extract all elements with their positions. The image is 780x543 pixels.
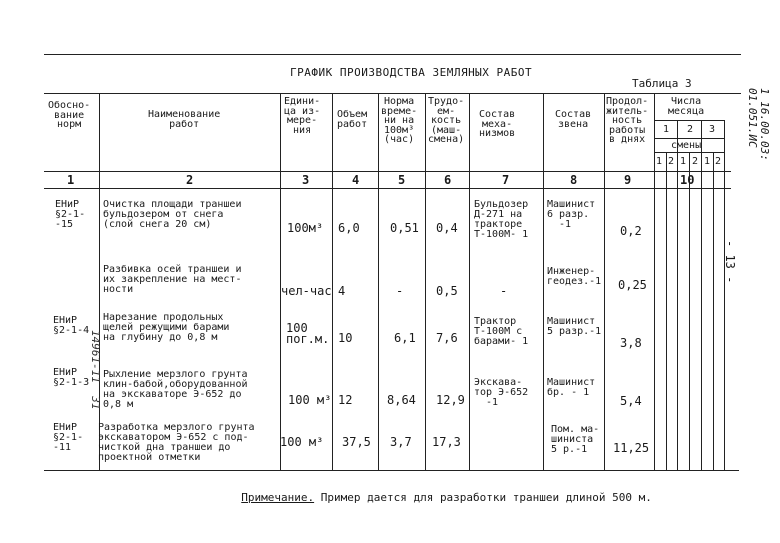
header-day-2: 2: [687, 124, 694, 135]
col-number-1: 1: [67, 173, 75, 187]
header-basis: Обосно- вание норм: [48, 100, 91, 130]
col-number-2: 2: [186, 173, 194, 187]
row1-basis: ЕНиР §2-1- -15: [55, 199, 86, 230]
row3-duration: 3,8: [620, 336, 642, 350]
col-divider-8: [604, 93, 605, 470]
col10-shift-divider-2: [689, 152, 690, 470]
header-top-line: [44, 93, 741, 94]
row1-labor: 0,4: [436, 221, 458, 235]
row2-machines: -: [500, 284, 508, 298]
table-label: Таблица 3: [632, 77, 692, 90]
row1-crew: Машинист 6 разр. -1: [547, 199, 596, 230]
footnote: [228, 478, 652, 504]
row1-volume: 6,0: [338, 221, 360, 235]
col-divider-4: [378, 93, 379, 470]
col10-shift-divider-1: [666, 152, 667, 470]
row1-work-name: Очистка площади траншеи бульдозером от снега (слой снега 20 см): [103, 199, 242, 230]
col-divider-1: [99, 93, 100, 470]
row4-crew: Машинист бр. - 1: [547, 377, 596, 398]
header-bottom-line: [44, 171, 731, 172]
row4-labor: 12,9: [436, 393, 465, 407]
header-norm: Норма време- ни на 100м³ (час): [381, 96, 418, 145]
row5-labor: 17,3: [432, 435, 461, 449]
row5-crew: Пом. ма- шиниста 5 р.-1: [551, 424, 600, 455]
row3-volume: 10: [338, 331, 353, 345]
col10-day-divider-2: [701, 120, 702, 470]
header-unit: Едини- ца из- мере- ния: [284, 96, 321, 136]
row2-unit: чел-час: [281, 284, 332, 298]
row5-unit: 100 м³: [280, 435, 324, 449]
table-bottom-line: [44, 470, 739, 471]
shift-num-6: 2: [715, 156, 722, 167]
row5-duration: 11,25: [613, 441, 650, 455]
row3-work-name: Нарезание продольных щелей режущими барами на глубину до 0,8 м: [103, 312, 230, 343]
row3-norm: 6,1: [394, 331, 416, 345]
row1-duration: 0,2: [620, 224, 642, 238]
row5-basis: ЕНиР §2-1- -11: [53, 422, 84, 453]
row5-work-name: Разработка мерзлого грунта экскаватором Э-652 с под- чисткой дна траншеи до проектной отметки: [98, 422, 255, 463]
row4-machines: Экскава- тор Э-652 -1: [474, 377, 529, 408]
col-number-7: 7: [502, 173, 510, 187]
col10-day-divider-1: [677, 120, 678, 470]
header-volume: Объем работ: [337, 109, 368, 130]
col10-days-line: [654, 138, 724, 139]
col-number-10: 10: [680, 173, 695, 187]
row2-work-name: Разбивка осей траншеи и их закрепление на мест- ности: [103, 264, 242, 295]
row5-norm: 3,7: [390, 435, 412, 449]
col-number-3: 3: [302, 173, 310, 187]
col10-right-edge: [724, 120, 725, 470]
row2-duration: 0,25: [618, 278, 647, 292]
col-number-8: 8: [570, 173, 578, 187]
col-number-9: 9: [624, 173, 632, 187]
col-divider-2: [280, 93, 281, 470]
header-shifts: смены: [671, 140, 702, 151]
header-duration: Продол- житель- ность работы в днях: [606, 96, 649, 145]
col-number-4: 4: [352, 173, 360, 187]
row3-labor: 7,6: [436, 331, 458, 345]
row1-norm: 0,51: [390, 221, 419, 235]
row3-unit: 100 пог.м.: [286, 321, 330, 346]
row4-unit: 100 м³: [288, 393, 332, 407]
row2-labor: 0,5: [436, 284, 458, 298]
col-divider-7: [543, 93, 544, 470]
row2-volume: 4: [338, 284, 346, 298]
header-day-3: 3: [709, 124, 716, 135]
row2-norm: -: [396, 284, 404, 298]
row4-norm: 8,64: [387, 393, 416, 407]
row1-machines: Бульдозер Д-271 на тракторе Т-100М- 1: [474, 199, 529, 240]
col-number-6: 6: [444, 173, 452, 187]
page-number: - 13 -: [723, 240, 737, 284]
header-crew: Состав звена: [555, 109, 592, 130]
col-divider-5: [425, 93, 426, 470]
shift-num-2: 2: [668, 156, 675, 167]
row3-basis: ЕНиР §2-1-4: [53, 315, 90, 336]
row3-machines: Трактор Т-100М с барами- 1: [474, 316, 529, 347]
col-number-5: 5: [398, 173, 406, 187]
header-month-days: Числа месяца: [668, 96, 705, 117]
row4-work-name: Рыхление мерзлого грунта клин-бабой,оборудованной на экскаваторе Э-652 до 0,8 м: [103, 369, 248, 410]
row4-basis: ЕНиР §2-1-3: [53, 367, 90, 388]
footnote-label: Примечание.: [241, 491, 315, 504]
document-code: 1 16.00.03: 01.051.ИС: [746, 88, 771, 161]
shift-num-4: 2: [692, 156, 699, 167]
header-work-name: Наименование работ: [148, 109, 221, 130]
header-labor: Трудо- ем- кость (маш- смена): [428, 96, 465, 145]
margin-stamp: 14961-11 31: [89, 330, 102, 410]
col-divider-6: [469, 93, 470, 470]
row4-duration: 5,4: [620, 394, 642, 408]
col-divider-3: [332, 93, 333, 470]
col10-month-line: [654, 120, 724, 121]
shift-num-5: 1: [704, 156, 711, 167]
footnote-text: Пример дается для разработки траншеи длиной 500 м.: [314, 491, 652, 504]
row4-volume: 12: [338, 393, 353, 407]
shift-num-1: 1: [656, 156, 663, 167]
row1-unit: 100м³: [287, 221, 324, 235]
row3-crew: Машинист 5 разр.-1: [547, 316, 602, 337]
row5-volume: 37,5: [342, 435, 371, 449]
col10-shift-divider-3: [713, 152, 714, 470]
colnum-bottom-line: [44, 188, 731, 189]
header-machines: Состав меха- низмов: [479, 109, 516, 139]
col-divider-9: [654, 93, 655, 470]
table-title: ГРАФИК ПРОИЗВОДСТВА ЗЕМЛЯНЫХ РАБОТ: [290, 66, 533, 79]
header-day-1: 1: [663, 124, 670, 135]
top-rule: [44, 54, 741, 55]
row2-crew: Инженер- геодез.-1: [547, 266, 602, 287]
shift-num-3: 1: [680, 156, 687, 167]
